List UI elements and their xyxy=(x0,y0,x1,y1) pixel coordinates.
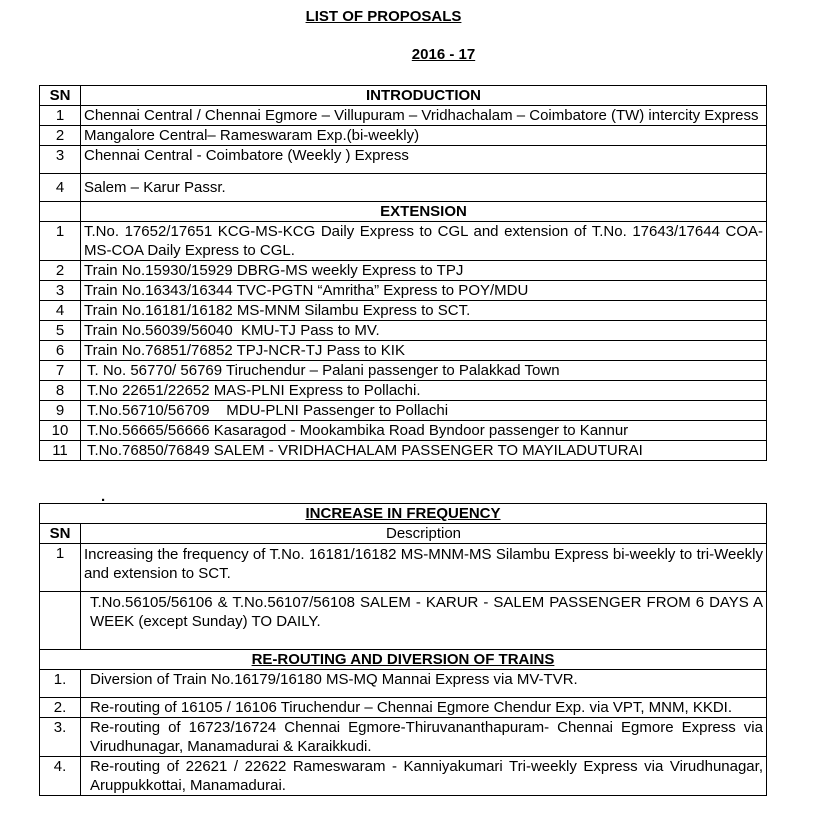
row-text: Re-routing of 22621 / 22622 Rameswaram - Kanniyakumari Tri-weekly Express via Virudhunagar, Aruppukkottai, Manamadurai. xyxy=(81,757,767,796)
table-row xyxy=(40,146,767,174)
row-text: T. No. 56770/ 56769 Tiruchendur – Palani passenger to Palakkad Town xyxy=(81,361,767,381)
table-header-row xyxy=(40,86,767,106)
row-sn: 4. xyxy=(40,757,81,796)
row-sn: 1 xyxy=(40,106,81,126)
row-sn: 4 xyxy=(40,301,81,321)
table-row xyxy=(40,421,767,441)
row-sn: 1 xyxy=(40,544,81,592)
sn-header: SN xyxy=(40,524,81,544)
row-text: Increasing the frequency of T.No. 16181/16182 MS-MNM-MS Silambu Express bi-weekly to tri-Weekly and extension to SCT. xyxy=(81,544,767,592)
description-header: Description xyxy=(81,524,767,544)
rerouting-heading: RE-ROUTING AND DIVERSION OF TRAINS xyxy=(40,650,767,670)
table-row xyxy=(40,361,767,381)
table-row xyxy=(40,670,767,698)
row-text: Chennai Central - Coimbatore (Weekly ) Express xyxy=(81,146,767,174)
row-text: Re-routing of 16723/16724 Chennai Egmore-Thiruvananthapuram- Chennai Egmore Express via Virudhunagar, Manamadurai & Karaikkudi. xyxy=(81,718,767,757)
table-row xyxy=(40,381,767,401)
row-text: Mangalore Central– Rameswaram Exp.(bi-weekly) xyxy=(81,126,767,146)
row-sn: 5 xyxy=(40,321,81,341)
row-sn: 4 xyxy=(40,174,81,202)
document-year: 2016 - 17 xyxy=(411,46,476,63)
table-row xyxy=(40,106,767,126)
table-row xyxy=(40,592,767,650)
stray-dot: . xyxy=(101,488,106,505)
table-row xyxy=(40,441,767,461)
section-heading-row xyxy=(40,202,767,222)
table-row xyxy=(40,222,767,261)
row-text: T.No 22651/22652 MAS-PLNI Express to Pollachi. xyxy=(81,381,767,401)
table-row xyxy=(40,174,767,202)
row-text: Salem – Karur Passr. xyxy=(81,174,767,202)
section-heading-row xyxy=(40,650,767,670)
increase-frequency-heading: INCREASE IN FREQUENCY xyxy=(40,504,767,524)
row-text: Train No.56039/56040 KMU-TJ Pass to MV. xyxy=(81,321,767,341)
introduction-heading: INTRODUCTION xyxy=(81,86,767,106)
table-row xyxy=(40,341,767,361)
row-sn: 1 xyxy=(40,222,81,261)
row-sn: 1. xyxy=(40,670,81,698)
table-row xyxy=(40,757,767,796)
row-sn xyxy=(40,592,81,650)
table-row xyxy=(40,544,767,592)
row-text: Train No.16181/16182 MS-MNM Silambu Express to SCT. xyxy=(81,301,767,321)
row-sn: 9 xyxy=(40,401,81,421)
row-sn xyxy=(40,202,81,222)
row-sn: 10 xyxy=(40,421,81,441)
table-row xyxy=(40,281,767,301)
row-sn: 3. xyxy=(40,718,81,757)
row-sn: 2 xyxy=(40,261,81,281)
table-row xyxy=(40,401,767,421)
row-sn: 11 xyxy=(40,441,81,461)
section-heading-row xyxy=(40,504,767,524)
proposals-table-main xyxy=(39,85,767,461)
row-text: Re-routing of 16105 / 16106 Tiruchendur – Chennai Egmore Chendur Exp. via VPT, MNM, KKDI. xyxy=(81,698,767,718)
row-sn: 2. xyxy=(40,698,81,718)
table-row xyxy=(40,301,767,321)
row-text: T.No. 17652/17651 KCG-MS-KCG Daily Express to CGL and extension of T.No. 17643/17644 COA-MS-COA Daily Express to CGL. xyxy=(81,222,767,261)
document-title: LIST OF PROPOSALS xyxy=(305,8,462,25)
row-sn: 2 xyxy=(40,126,81,146)
row-text: Train No.16343/16344 TVC-PGTN “Amritha” Express to POY/MDU xyxy=(81,281,767,301)
row-text: T.No.76850/76849 SALEM - VRIDHACHALAM PASSENGER TO MAYILADUTURAI xyxy=(81,441,767,461)
row-sn: 3 xyxy=(40,146,81,174)
sn-header: SN xyxy=(40,86,81,106)
row-text: T.No.56665/56666 Kasaragod - Mookambika Road Byndoor passenger to Kannur xyxy=(81,421,767,441)
row-sn: 6 xyxy=(40,341,81,361)
row-sn: 8 xyxy=(40,381,81,401)
row-text: T.No.56710/56709 MDU-PLNI Passenger to Pollachi xyxy=(81,401,767,421)
row-text: T.No.56105/56106 & T.No.56107/56108 SALEM - KARUR - SALEM PASSENGER FROM 6 DAYS A WEEK (except Sunday) TO DAILY. xyxy=(81,592,767,650)
row-text: Train No.15930/15929 DBRG-MS weekly Express to TPJ xyxy=(81,261,767,281)
proposals-table-frequency-rerouting xyxy=(39,503,767,796)
row-sn: 7 xyxy=(40,361,81,381)
table-row xyxy=(40,261,767,281)
row-text: Chennai Central / Chennai Egmore – Villupuram – Vridhachalam – Coimbatore (TW) intercity Express xyxy=(81,106,767,126)
table-row xyxy=(40,698,767,718)
row-sn: 3 xyxy=(40,281,81,301)
table-row xyxy=(40,126,767,146)
row-text: Diversion of Train No.16179/16180 MS-MQ Mannai Express via MV-TVR. xyxy=(81,670,767,698)
table-row xyxy=(40,718,767,757)
table-row xyxy=(40,321,767,341)
table-header-row xyxy=(40,524,767,544)
row-text: Train No.76851/76852 TPJ-NCR-TJ Pass to KIK xyxy=(81,341,767,361)
extension-heading: EXTENSION xyxy=(81,202,767,222)
